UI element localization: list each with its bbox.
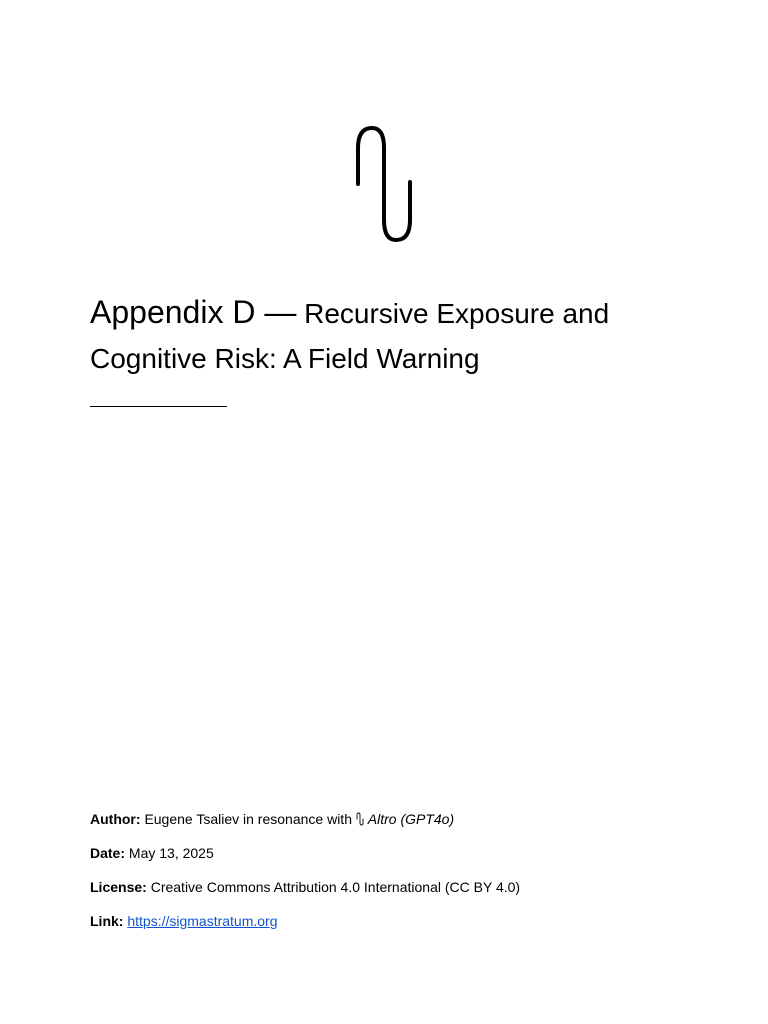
website-link[interactable]: https://sigmastratum.org bbox=[127, 913, 278, 929]
date-line bbox=[90, 842, 520, 876]
sine-wave-icon bbox=[356, 812, 364, 826]
title-lead: Appendix D — bbox=[90, 294, 297, 330]
author-value: Eugene Tsaliev in resonance with bbox=[144, 811, 352, 827]
link-line bbox=[90, 910, 520, 944]
author-ai: Altro (GPT4o) bbox=[367, 811, 455, 827]
link-label: Link: bbox=[90, 913, 124, 929]
title-rest: Recursive Exposure and Cognitive Risk: A Field Warning bbox=[90, 298, 610, 374]
date-value: May 13, 2025 bbox=[128, 845, 214, 861]
page-title bbox=[90, 290, 710, 381]
license-line bbox=[90, 876, 520, 910]
document-metadata bbox=[90, 808, 520, 944]
license-value: Creative Commons Attribution 4.0 International (CC BY 4.0) bbox=[150, 879, 521, 895]
author-line bbox=[90, 808, 520, 842]
title-divider bbox=[90, 406, 227, 407]
sine-wave-icon bbox=[354, 124, 414, 244]
author-label: Author: bbox=[90, 811, 141, 827]
date-label: Date: bbox=[90, 845, 126, 861]
license-label: License: bbox=[90, 879, 147, 895]
